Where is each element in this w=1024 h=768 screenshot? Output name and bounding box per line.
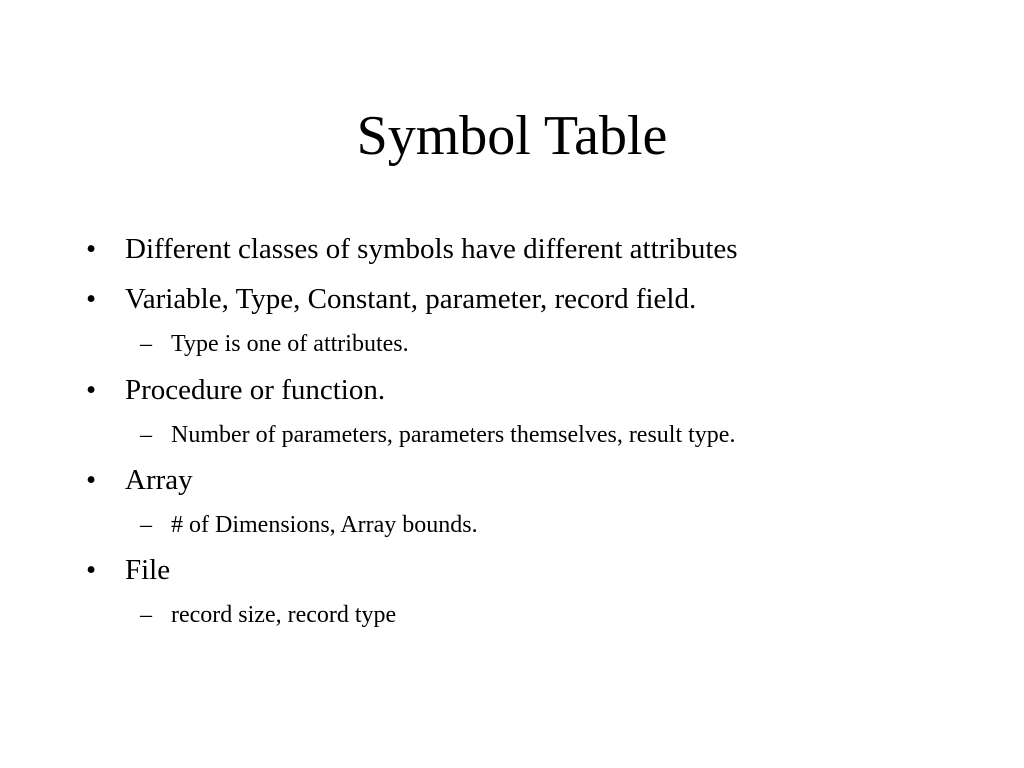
bullet-marker: • [86, 283, 97, 315]
bullet-text: Array [125, 464, 193, 496]
sub-bullet-marker: – [140, 331, 152, 357]
sub-bullet-item [140, 600, 396, 630]
bullet-marker: • [86, 374, 97, 406]
bullet-text: Procedure or function. [125, 374, 386, 406]
sub-bullet-text: Type is one of attributes. [171, 331, 409, 357]
sub-bullet-text: Number of parameters, parameters themselves, result type. [171, 422, 736, 448]
bullet-item [86, 462, 193, 498]
bullet-item [86, 552, 170, 588]
bullet-item [86, 281, 696, 317]
bullet-item [86, 372, 385, 408]
sub-bullet-text: record size, record type [171, 602, 397, 628]
bullet-text: Different classes of symbols have different attributes [125, 233, 738, 265]
slide-title: Symbol Table [356, 105, 668, 167]
sub-bullet-marker: – [140, 602, 152, 628]
bullet-item [86, 231, 738, 267]
bullet-text: Variable, Type, Constant, parameter, record field. [125, 283, 697, 315]
sub-bullet-marker: – [140, 512, 152, 538]
bullet-marker: • [86, 464, 97, 496]
sub-bullet-item [140, 329, 409, 359]
sub-bullet-item [140, 510, 478, 540]
sub-bullet-marker: – [140, 422, 152, 448]
bullet-marker: • [86, 233, 97, 265]
sub-bullet-text: # of Dimensions, Array bounds. [171, 512, 478, 538]
bullet-marker: • [86, 554, 97, 586]
bullet-text: File [125, 554, 171, 586]
sub-bullet-item [140, 420, 735, 450]
